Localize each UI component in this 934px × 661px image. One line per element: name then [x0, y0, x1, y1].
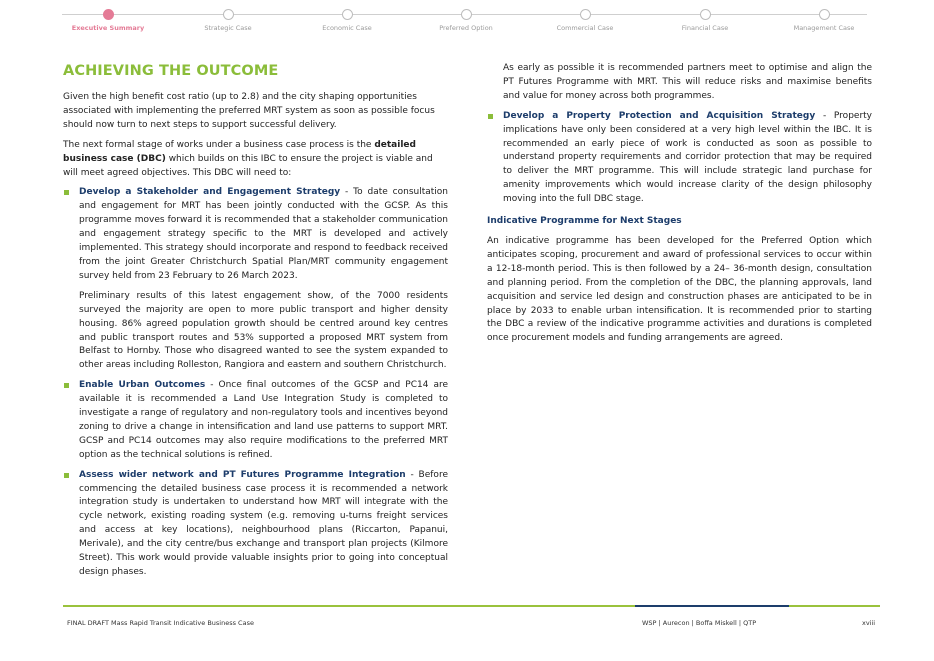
step-label: Financial Case	[681, 24, 729, 32]
nav-step-management-case[interactable]	[769, 9, 879, 32]
bullet-urban-outcomes	[63, 379, 448, 462]
indicative-programme-paragraph: An indicative programme has been developed for the Preferred Option which anticipates scoping, procurement and award of professional services to occur within a 12-18-month period. This is then followed by a 24– 36-month design, consultation and planning period. From the completion of the DBC, the planning approvals, land acquisition and service led design and construction phases are anticipated to be in place by 2033 to enable urban intensification. It is recommended prior to starting the DBC a review of the indicative programme activities and durations is completed once procurement models and funding arrangements are agreed.	[487, 235, 872, 344]
step-dot-active-icon	[103, 9, 114, 20]
step-label: Commercial Case	[556, 24, 614, 32]
dbc-bold: detailed business case (DBC)	[63, 139, 416, 164]
nav-step-strategic-case[interactable]	[173, 9, 283, 32]
bullet-text: - To date consultation and engagement for MRT has been jointly conducted with the GCSP. As this programme moves forward it is recommended that a stakeholder communication and engagement strategy specific to the MRT is developed and actively implemented. This strategy should incorporate and respond to feedback received from the joint Greater Christchurch Spatial Plan/MRT community engagement survey held from 23 February to 26 March 2023.	[79, 187, 448, 281]
nav-step-preferred-option[interactable]	[411, 9, 521, 32]
dbc-text-pre: The next formal stage of works under a business case process is the	[63, 139, 375, 150]
footer-rule-green	[63, 605, 635, 607]
bullet-heading: Assess wider network and PT Futures Programme Integration	[79, 469, 406, 480]
bullet-text: - Before commencing the detailed business case process it is recommended a network integration study is undertaken to understand how MRT will integrate with the cycle network, existing roading system (e.g. removing u-turns freight services and access at key locations), neighbourhood plans (Riccarton, Papanui, Merivale), and the city centre/bus exchange and transport plan projects (Kilmore Street). This work would provide valuable insights prior to going into conceptual design phases.	[79, 469, 448, 577]
step-dot-icon	[461, 9, 472, 20]
step-dot-icon	[819, 9, 830, 20]
nav-step-economic-case[interactable]	[292, 9, 402, 32]
footer-document-title: FINAL DRAFT Mass Rapid Transit Indicative Business Case	[67, 619, 254, 627]
bullet-heading: Develop a Stakeholder and Engagement Strategy	[79, 187, 341, 198]
nav-step-commercial-case[interactable]	[530, 9, 640, 32]
bullet-heading: Enable Urban Outcomes	[79, 380, 206, 391]
bullet-property-strategy	[487, 110, 872, 207]
bullet-text: - Once final outcomes of the GCSP and PC14 are available it is recommended a Land Use Integration Study is completed to investigate a range of regulatory and non-regulatory tools and incentives beyond zoning to drive a change in intensification and land use patterns to support MRT. GCSP and PC14 outcomes may also require modifications to the preferred MRT option as the technical solutions is refined.	[79, 380, 448, 460]
pt-futures-paragraph: As early as possible it is recommended partners meet to optimise and align the PT Futures Programme with MRT. This will reduce risks and maximise benefits and value for money across both programmes.	[503, 63, 872, 101]
bullet-stakeholder	[63, 186, 448, 283]
step-label: Strategic Case	[204, 24, 252, 32]
footer-rule-green-right	[789, 605, 880, 607]
page-title: ACHIEVING THE OUTCOME	[63, 63, 279, 79]
bullet-heading: Develop a Property Protection and Acquisition Strategy	[503, 110, 816, 121]
nav-step-executive-summary[interactable]	[53, 9, 163, 32]
step-dot-icon	[580, 9, 591, 20]
step-label: Management Case	[793, 24, 855, 32]
step-label: Economic Case	[322, 24, 372, 32]
bullet-square-icon	[488, 114, 493, 119]
progress-nav	[0, 0, 934, 40]
section-heading-indicative-programme: Indicative Programme for Next Stages	[487, 216, 682, 227]
step-label: Executive Summary	[71, 24, 145, 32]
right-column	[487, 62, 872, 352]
footer-rule-navy	[635, 605, 789, 607]
page-number: xviii	[862, 619, 876, 627]
footer-authors: WSP | Aurecon | Boffa Miskell | QTP	[642, 619, 757, 627]
intro-paragraph: Given the high benefit cost ratio (up to 2.8) and the city shaping opportunities associated with implementing the preferred MRT system as soon as possible focus should now turn to next steps to support successful delivery.	[63, 92, 435, 130]
bullet-square-icon	[64, 473, 69, 478]
step-label: Preferred Option	[439, 24, 493, 32]
bullet-square-icon	[64, 190, 69, 195]
step-dot-icon	[342, 9, 353, 20]
dbc-paragraph	[63, 139, 448, 181]
dbc-text-post: which builds on this IBC to ensure the project is viable and will meet agreed objectives. This DBC will need to:	[63, 153, 433, 178]
step-dot-icon	[700, 9, 711, 20]
bullet-text: - Property implications have only been considered at a very high level within the IBC. It is recommended an early piece of work is conducted as soon as possible to understand property requirements and corridor protection that may be required to deliver the MRT programme. This will include strategic land purchase for amenity improvements which would increase clarity of the design philosophy moving into the full DBC stage.	[503, 110, 872, 205]
bullet-network-integration	[63, 469, 448, 580]
nav-step-financial-case[interactable]	[650, 9, 760, 32]
step-dot-icon	[223, 9, 234, 20]
left-column	[63, 91, 448, 586]
engagement-results-paragraph: Preliminary results of this latest engagement show, of the 7000 residents surveyed the majority are open to more public transport and higher density housing. 86% agreed population growth should be centred around key centres and public transport routes and 53% supported a proposed MRT system from Belfast to Hornby. Those who disagreed wanted to see the system expanded to other areas including Rolleston, Rangiora and eastern and southern Christchurch.	[79, 290, 448, 371]
bullet-square-icon	[64, 383, 69, 388]
